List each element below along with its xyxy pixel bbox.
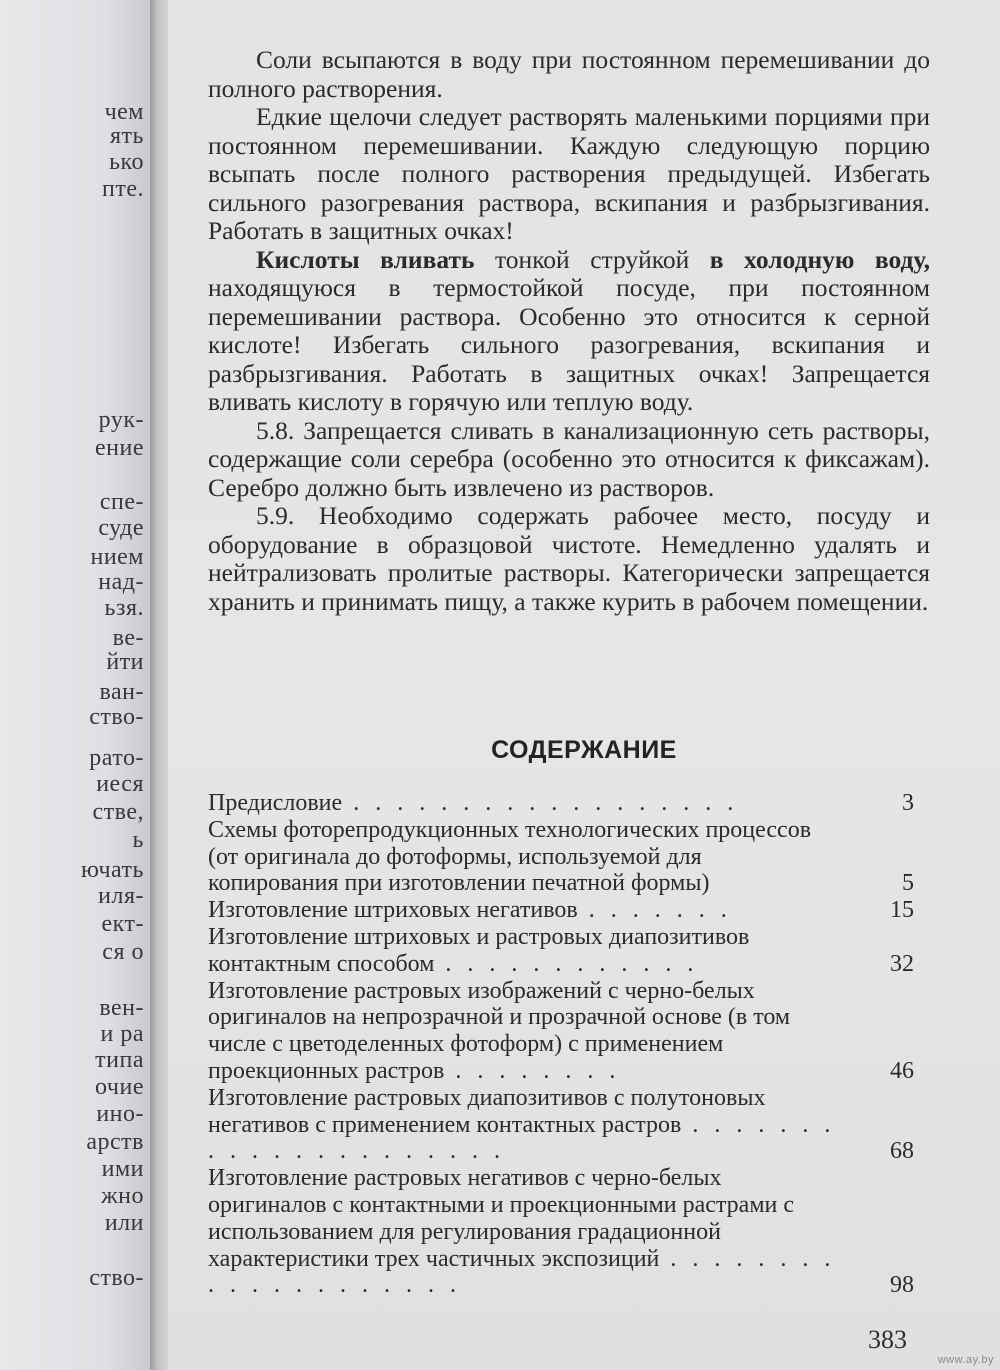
left-page-line: ь bbox=[132, 827, 144, 853]
page-number: 383 bbox=[868, 1325, 907, 1354]
toc-leader-dots: . . . . . . . . . . . . . . . . . . bbox=[342, 790, 739, 816]
toc-entry-title: Схемы фоторепродукционных технологических процессов (от оригинала до фотоформы, используемой для копирования при изготовлении печатной формы) bbox=[208, 816, 812, 897]
left-page-line: ение bbox=[95, 435, 144, 461]
paragraph-acids bbox=[208, 246, 930, 417]
left-page-line: ект- bbox=[101, 911, 144, 937]
toc-entry bbox=[208, 924, 914, 978]
toc-entry bbox=[208, 1165, 914, 1299]
left-page-line: йти bbox=[106, 649, 144, 675]
left-page-line: пте. bbox=[102, 176, 144, 202]
toc-page-number: 15 bbox=[890, 897, 914, 924]
toc-entry bbox=[208, 897, 914, 924]
left-page-line: и ра bbox=[100, 1021, 144, 1047]
left-page-line: иеся bbox=[96, 771, 144, 797]
paragraph-5-8: 5.8. Запрещается сливать в канализационную сеть растворы, содержащие соли серебра (особенно это относится к фиксажам). Серебро должно быть извлечено из растворов. bbox=[208, 415, 930, 502]
toc-entry-title: Изготовление штриховых и растровых диапозитивов контактным способом bbox=[208, 923, 750, 977]
acids-bold-cold-water: в холодную воду, bbox=[709, 244, 930, 274]
left-page-line: стве, bbox=[92, 799, 144, 825]
acids-bold-start: Кислоты вливать bbox=[256, 244, 475, 274]
toc-entry-title: Изготовление штриховых негативов bbox=[208, 897, 578, 924]
left-page-line: ство- bbox=[89, 704, 144, 730]
left-page-line: иля- bbox=[98, 883, 144, 909]
watermark: www.ay.by bbox=[937, 1354, 994, 1366]
toc-page-number: 98 bbox=[890, 1272, 914, 1299]
paragraph-alkali: Едкие щелочи следует растворять маленькими порциями при постоянном перемешивании. Каждую следующую порцию всыпать после полного растворения предыдущей. Избегать сильного разогревания раствора, вскипания и разбрызгивания. Работать в защитных очках! bbox=[208, 102, 930, 245]
toc-leader-dots: . . . . . . . . . . . . bbox=[434, 950, 699, 977]
book-gutter bbox=[150, 0, 170, 1370]
table-of-contents bbox=[208, 790, 914, 1299]
left-page-line: ино- bbox=[96, 1101, 144, 1127]
toc-page-number: 3 bbox=[902, 790, 914, 816]
toc-entry bbox=[208, 978, 914, 1085]
paragraph-salts: Соли всыпаются в воду при постоянном перемешивании до полного растворения. bbox=[208, 45, 930, 103]
left-page-line: ве- bbox=[112, 625, 144, 651]
left-page-line: над- bbox=[98, 569, 144, 595]
left-page-line: ьзя. bbox=[104, 595, 144, 621]
toc-entry-title: Предисловие bbox=[208, 790, 343, 816]
left-page-line: спе- bbox=[99, 489, 144, 515]
body-text bbox=[208, 46, 930, 616]
left-page-line: ючать bbox=[80, 857, 144, 883]
left-page-line: ся о bbox=[102, 939, 144, 965]
toc-page-number: 68 bbox=[890, 1138, 914, 1165]
toc-entry-title: Изготовление растровых изображений с черно-белых оригиналов на непрозрачной и прозрачной основе (в том числе с цветоделенных фотоформ) с применением проекционных растров bbox=[208, 977, 791, 1084]
left-page-line: вен- bbox=[99, 995, 144, 1021]
toc-entry-title: Изготовление растровых диапозитивов с полутоновых негативов с применением контактных растров bbox=[208, 1084, 766, 1138]
left-page-line: арств bbox=[86, 1129, 144, 1155]
toc-leader-dots: . . . . . . . bbox=[577, 897, 732, 924]
right-page bbox=[168, 0, 1000, 1370]
toc-entry bbox=[208, 1085, 914, 1165]
paragraph-5-9: 5.9. Необходимо содержать рабочее место, посуду и оборудование в образцовой чистоте. Немедленно удалять и нейтрализовать пролитые растворы. Категорически запрещается хранить и принимать пищу, а также курить в рабочем помещении. bbox=[208, 501, 930, 616]
acids-rest: находящуюся в термостойкой посуде, при постоянном перемешивании раствора. Особенно это относится к серной кислоте! Избегать сильного разогревания, вскипания и разбрызгивания. Работать в защитных очках! Запрещается вливать кислоту в горячую или теплую воду. bbox=[208, 273, 930, 416]
left-page-line: ими bbox=[101, 1156, 144, 1182]
left-page bbox=[0, 0, 150, 1370]
left-page-line: ство- bbox=[89, 1265, 144, 1291]
left-page-line: рато- bbox=[89, 745, 144, 771]
acids-mid: тонкой струйкой bbox=[474, 244, 710, 274]
left-page-line: или bbox=[104, 1210, 144, 1236]
toc-entry bbox=[208, 790, 914, 817]
contents-heading: СОДЕРЖАНИЕ bbox=[491, 736, 677, 764]
toc-page-number: 5 bbox=[902, 870, 914, 897]
toc-leader-dots: . . . . . . . . . . . . . . . . . . . . bbox=[208, 1245, 836, 1299]
toc-page-number: 32 bbox=[890, 950, 914, 977]
toc-leader-dots: . . . . . . . . . . . . . . . . . . . . . bbox=[208, 1111, 836, 1165]
toc-entry-title: Изготовление растровых негативов с черно-белых оригиналов с контактными и проекционными растрами с использованием для регулирования градационной характеристики трех частичных экспозиций bbox=[208, 1165, 794, 1272]
toc-page-number: 46 bbox=[890, 1057, 914, 1084]
left-page-line: суде bbox=[98, 515, 144, 541]
left-page-line: жно bbox=[101, 1183, 144, 1209]
left-page-line: рук- bbox=[98, 407, 144, 433]
left-page-line: очие bbox=[95, 1074, 144, 1100]
toc-leader-dots: . . . . . . . . bbox=[444, 1057, 621, 1084]
left-page-line: ько bbox=[109, 149, 144, 175]
left-page-line: ван- bbox=[99, 679, 144, 705]
toc-entry bbox=[208, 817, 914, 897]
left-page-line: чем bbox=[104, 99, 144, 125]
left-page-line: ять bbox=[110, 123, 144, 149]
left-page-line: нием bbox=[90, 544, 144, 570]
left-page-line: типа bbox=[95, 1047, 144, 1073]
